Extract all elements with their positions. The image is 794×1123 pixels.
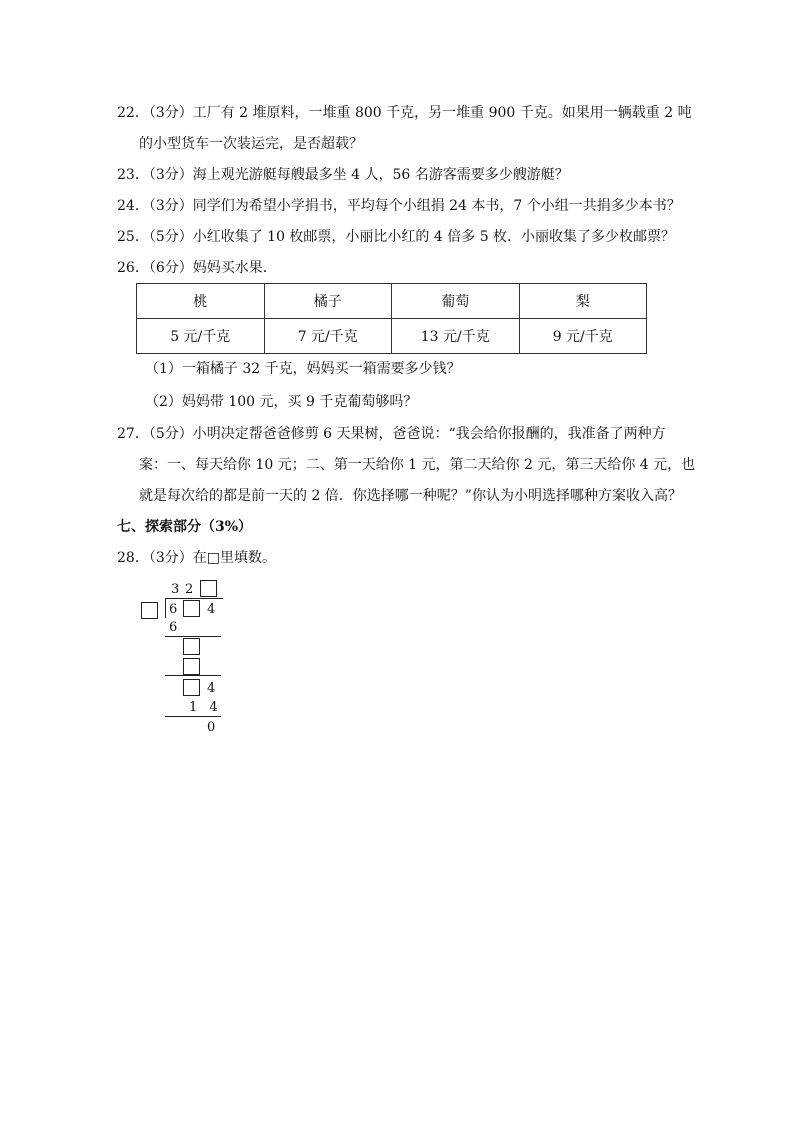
table-cell: 桃 (137, 284, 265, 319)
quotient-digit: 3 (171, 582, 180, 597)
dividend-digit: 6 (169, 602, 178, 617)
table-cell: 橘子 (264, 284, 392, 319)
question-22-line-1: 22．（3分）工厂有 2 堆原料，一堆重 800 千克，另一堆重 900 千克。如果用一辆载重 2 吨 (117, 105, 692, 121)
division-rule (165, 675, 221, 676)
blank-box[interactable] (183, 658, 200, 675)
quotient-digit: 2 (185, 582, 194, 597)
question-28: 28．（3分）在□里填数。 (117, 550, 276, 566)
table-cell: 梨 (519, 284, 647, 319)
dividend-digit: 4 (207, 602, 216, 617)
long-division-puzzle (137, 578, 247, 738)
question-22-line-2: 的小型货车一次装运完，是否超载？ (139, 136, 363, 152)
question-26: 26．（6分）妈妈买水果． (117, 260, 277, 276)
question-27-line-2: 案：一、每天给你 10 元；二、第一天给你 1 元，第二天给你 2 元，第三天给你 4 元，也 (139, 457, 696, 473)
table-row (137, 319, 647, 354)
division-bracket (165, 598, 166, 618)
division-bar (165, 598, 223, 599)
question-26-sub-2: （2）妈妈带 100 元，买 9 千克葡萄够吗？ (145, 394, 418, 410)
question-27-line-1: 27．（5分）小明决定帮爸爸修剪 6 天果树，爸爸说：“我会给你报酬的，我准备了两种方 (117, 426, 666, 442)
table-cell: 9 元/千克 (519, 319, 647, 354)
remainder: 0 (207, 720, 216, 735)
question-24: 24．（3分）同学们为希望小学捐书，平均每个小组捐 24 本书，7 个小组一共捐多少本书？ (117, 198, 681, 214)
blank-box[interactable] (183, 679, 200, 696)
question-25: 25．（5分）小红收集了 10 枚邮票，小丽比小红的 4 倍多 5 枚．小丽收集了多少枚邮票？ (117, 229, 676, 245)
question-23: 23．（3分）海上观光游艇每艘最多坐 4 人，56 名游客需要多少艘游艇？ (117, 167, 569, 183)
table-cell: 葡萄 (392, 284, 520, 319)
blank-box[interactable] (200, 580, 217, 597)
division-rule (165, 716, 221, 717)
table-cell: 7 元/千克 (264, 319, 392, 354)
division-rule (165, 636, 221, 637)
section-7-heading: 七、探索部分（3%） (117, 519, 253, 535)
fruit-price-table (136, 283, 647, 354)
step-value: 1 4 (189, 700, 222, 715)
blank-box[interactable] (183, 638, 200, 655)
question-26-sub-1: （1）一箱橘子 32 千克，妈妈买一箱需要多少钱？ (145, 361, 461, 377)
step-value: 6 (169, 620, 178, 635)
step-digit: 4 (207, 681, 216, 696)
blank-box[interactable] (141, 602, 158, 619)
table-cell: 5 元/千克 (137, 319, 265, 354)
table-cell: 13 元/千克 (392, 319, 520, 354)
question-27-line-3: 就是每次给的都是前一天的 2 倍．你选择哪一种呢？”你认为小明选择哪种方案收入高？ (139, 488, 682, 504)
blank-box[interactable] (183, 600, 200, 617)
table-header-row (137, 284, 647, 319)
